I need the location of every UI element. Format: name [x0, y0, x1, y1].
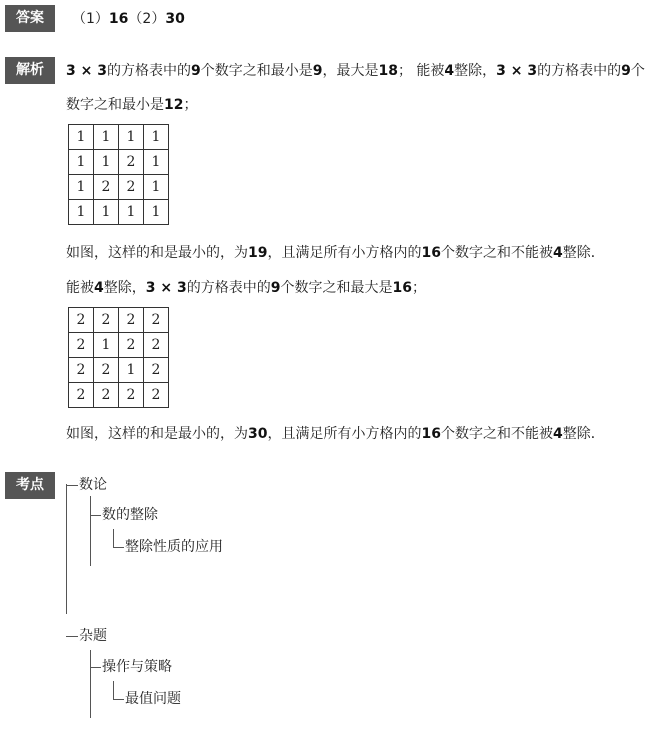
grid-cell: 2 [119, 383, 144, 408]
tree-line [113, 681, 114, 699]
tree-line [90, 650, 91, 718]
kaodian-tag: 考点 [5, 472, 55, 499]
grid-row [69, 383, 169, 408]
grid-cell: 2 [69, 333, 94, 358]
tree-line [113, 547, 124, 548]
analysis-line-4: 能被4整除，3 × 3的方格表中的9个数字之和最大是16； [66, 280, 426, 296]
answer-text: （1）16（2）30 [72, 11, 185, 27]
grid-cell: 2 [94, 383, 119, 408]
grid-max [68, 307, 169, 408]
grid-cell: 1 [94, 333, 119, 358]
grid-cell: 2 [119, 150, 144, 175]
grid-cell: 1 [94, 125, 119, 150]
grid-cell: 1 [144, 125, 169, 150]
grid-cell: 2 [144, 308, 169, 333]
grid-min [68, 124, 169, 225]
grid-row [69, 150, 169, 175]
grid-cell: 2 [144, 358, 169, 383]
grid-row [69, 358, 169, 383]
grid-row [69, 175, 169, 200]
grid-cell: 1 [119, 125, 144, 150]
tree-line [113, 529, 114, 547]
tree-node-zuizhi: 最值问题 [125, 691, 181, 707]
grid-row [69, 125, 169, 150]
grid-cell: 1 [144, 175, 169, 200]
grid-cell: 1 [69, 200, 94, 225]
grid-row [69, 333, 169, 358]
grid-cell: 1 [69, 150, 94, 175]
grid-cell: 2 [69, 383, 94, 408]
analysis-line-3: 如图，这样的和是最小的，为19，且满足所有小方格内的16个数字之和不能被4整除． [66, 245, 605, 261]
tree-line [90, 667, 101, 668]
grid-cell: 2 [94, 358, 119, 383]
grid-cell: 2 [119, 333, 144, 358]
grid-cell: 2 [144, 383, 169, 408]
grid-cell: 1 [144, 200, 169, 225]
tree-line [66, 484, 67, 614]
analysis-line-5: 如图，这样的和是最小的，为30，且满足所有小方格内的16个数字之和不能被4整除． [66, 426, 605, 442]
grid-cell: 1 [69, 125, 94, 150]
tree-line [90, 515, 101, 516]
grid-cell: 1 [94, 200, 119, 225]
grid-cell: 2 [94, 175, 119, 200]
grid-cell: 1 [144, 150, 169, 175]
tree-node-celue: 操作与策略 [102, 659, 172, 675]
grid-row [69, 200, 169, 225]
tree-node-yingyong: 整除性质的应用 [125, 539, 223, 555]
tree-line [90, 496, 91, 566]
grid-cell: 1 [119, 200, 144, 225]
grid-cell: 2 [69, 308, 94, 333]
analysis-line-2: 数字之和最小是12； [66, 97, 198, 113]
tree-line [66, 636, 78, 637]
grid-row [69, 308, 169, 333]
answer-tag: 答案 [5, 5, 55, 32]
analysis-line-1: 3 × 3的方格表中的9个数字之和最小是9，最大是18； 能被4整除，3 × 3的方格表中的9个 [66, 63, 645, 79]
tree-node-zhengchu: 数的整除 [102, 507, 158, 523]
analysis-tag: 解析 [5, 57, 55, 84]
grid-cell: 2 [94, 308, 119, 333]
grid-cell: 1 [69, 175, 94, 200]
grid-cell: 2 [119, 175, 144, 200]
grid-cell: 2 [69, 358, 94, 383]
tree-node-shulun: 数论 [79, 477, 107, 493]
grid-cell: 2 [119, 308, 144, 333]
grid-cell: 1 [119, 358, 144, 383]
grid-cell: 1 [94, 150, 119, 175]
tree-node-zati: 杂题 [79, 628, 107, 644]
tree-line [66, 485, 78, 486]
grid-cell: 2 [144, 333, 169, 358]
tree-line [113, 699, 124, 700]
